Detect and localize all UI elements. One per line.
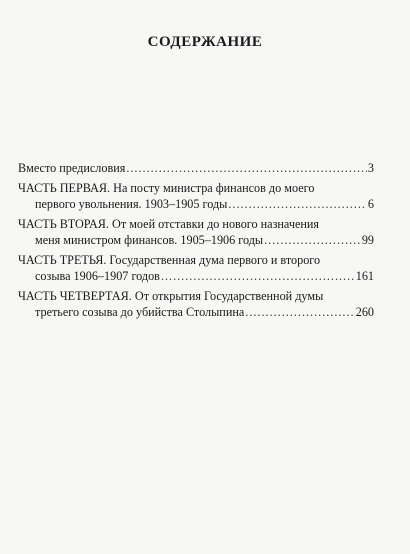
toc-leader-dots [228,196,367,212]
toc-leader-dots [161,268,355,284]
toc-entry-part-2[interactable] [18,216,374,248]
toc-entry-part-1[interactable] [18,180,374,212]
toc-entry-text-cont: созыва 1906–1907 годов [35,269,160,283]
toc-entry-text-cont: меня министром финансов. 1905–1906 годы [35,233,264,247]
toc-entry-part-4[interactable] [18,288,374,320]
contents-title: СОДЕРЖАНИЕ [147,34,263,50]
toc-entry-text: Вместо предисловия [18,161,126,175]
toc-page-number: 6 [367,197,374,211]
table-of-contents [18,160,374,324]
toc-entry-text: ЧАСТЬ ПЕРВАЯ. На посту министра финансов до моего [18,181,315,195]
toc-entry-preface[interactable] [18,160,374,176]
toc-leader-dots [126,160,367,176]
toc-page-number: 99 [361,233,374,247]
toc-entry-text: ЧАСТЬ ЧЕТВЕРТАЯ. От открытия Государственной думы [18,289,324,303]
toc-leader-dots [264,232,361,248]
toc-leader-dots [245,304,354,320]
toc-entry-text-cont: первого увольнения. 1903–1905 годы [35,197,228,211]
toc-entry-text-cont: третьего созыва до убийства Столыпина [35,305,245,319]
toc-page-number: 260 [355,305,374,319]
toc-page-number: 3 [367,161,374,175]
toc-entry-text: ЧАСТЬ ТРЕТЬЯ. Государственная дума первого и второго [18,253,321,267]
toc-page-number: 161 [355,269,374,283]
toc-entry-text: ЧАСТЬ ВТОРАЯ. От моей отставки до нового назначения [18,217,320,231]
toc-entry-part-3[interactable] [18,252,374,284]
